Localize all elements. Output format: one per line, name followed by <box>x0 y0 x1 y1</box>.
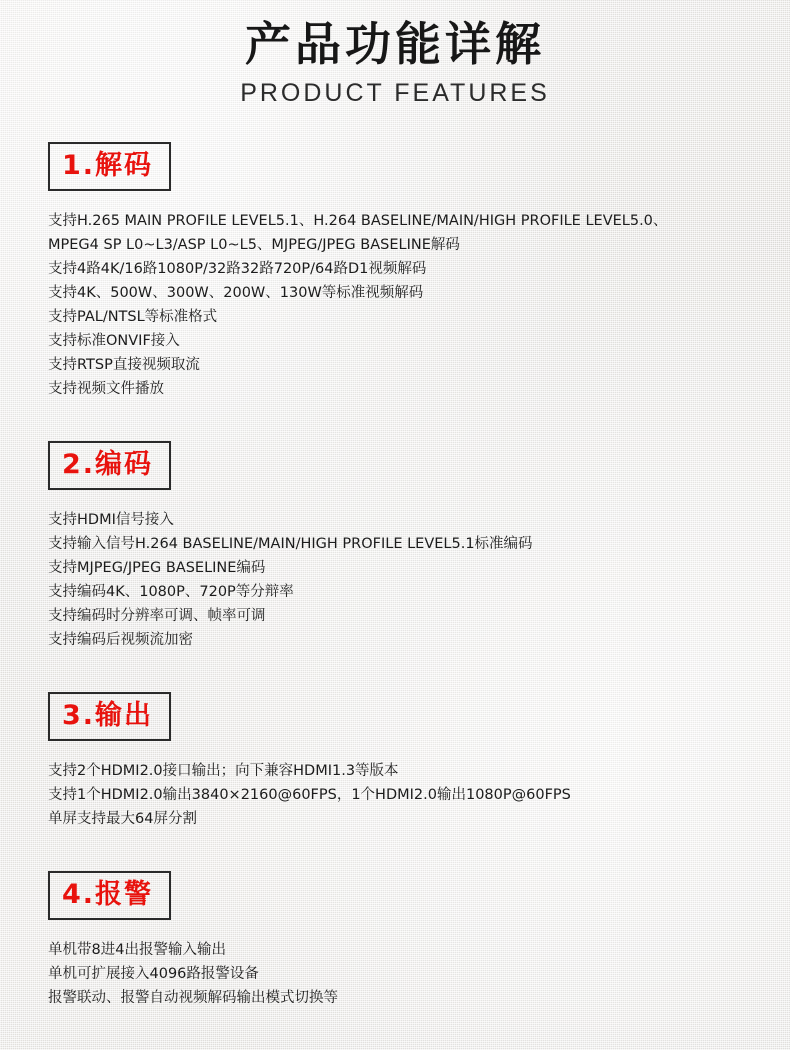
feature-line: 支持2个HDMI2.0接口输出；向下兼容HDMI1.3等版本 <box>48 762 399 779</box>
section-heading-box-2 <box>48 441 171 490</box>
feature-line: 支持编码后视频流加密 <box>48 631 193 648</box>
feature-line: 支持视频文件播放 <box>48 380 164 397</box>
section-body-3 <box>48 759 760 831</box>
feature-line: 支持MJPEG/JPEG BASELINE编码 <box>48 559 266 576</box>
feature-line: 支持HDMI信号接入 <box>48 511 174 528</box>
section-heading-box-4 <box>48 871 171 920</box>
feature-line: 支持PAL/NTSL等标准格式 <box>48 308 218 325</box>
feature-line: 支持RTSP直接视频取流 <box>48 356 200 373</box>
section-decode <box>0 108 790 401</box>
feature-line: 支持输入信号H.264 BASELINE/MAIN/HIGH PROFILE LEVEL5.1标准编码 <box>48 535 533 552</box>
feature-line: 单屏支持最大64屏分割 <box>48 810 197 827</box>
feature-line: 支持H.265 MAIN PROFILE LEVEL5.1、H.264 BASELINE/MAIN/HIGH PROFILE LEVEL5.0、 <box>48 212 668 229</box>
feature-line: 支持编码时分辨率可调、帧率可调 <box>48 607 266 624</box>
feature-line: 支持4路4K/16路1080P/32路32路720P/64路D1视频解码 <box>48 260 427 277</box>
feature-line: 单机可扩展接入4096路报警设备 <box>48 965 259 982</box>
page-title-en: PRODUCT FEATURES <box>240 78 550 107</box>
feature-line: 报警联动、报警自动视频解码输出模式切换等 <box>48 989 338 1006</box>
section-alarm <box>0 831 790 1010</box>
feature-line: 单机带8进4出报警输入输出 <box>48 941 226 958</box>
section-body-4 <box>48 938 760 1010</box>
section-body-1 <box>48 209 760 401</box>
section-heading-2: 2.编码 <box>62 448 154 480</box>
section-output <box>0 652 790 831</box>
section-heading-4: 4.报警 <box>62 878 154 910</box>
section-heading-1: 1.解码 <box>62 149 154 181</box>
section-heading-box-1 <box>48 142 171 191</box>
section-body-2 <box>48 508 760 652</box>
feature-line: 支持1个HDMI2.0输出3840×2160@60FPS，1个HDMI2.0输出1080P@60FPS <box>48 786 571 803</box>
feature-line: 支持编码4K、1080P、720P等分辩率 <box>48 583 294 600</box>
feature-line: 支持4K、500W、300W、200W、130W等标准视频解码 <box>48 284 424 301</box>
feature-line: MPEG4 SP L0~L3/ASP L0~L5、MJPEG/JPEG BASELINE解码 <box>48 236 460 253</box>
section-heading-box-3 <box>48 692 171 741</box>
section-encode <box>0 401 790 652</box>
section-heading-3: 3.输出 <box>62 699 154 731</box>
page-title-zh: 产品功能详解 <box>245 17 545 71</box>
feature-line: 支持标准ONVIF接入 <box>48 332 180 349</box>
